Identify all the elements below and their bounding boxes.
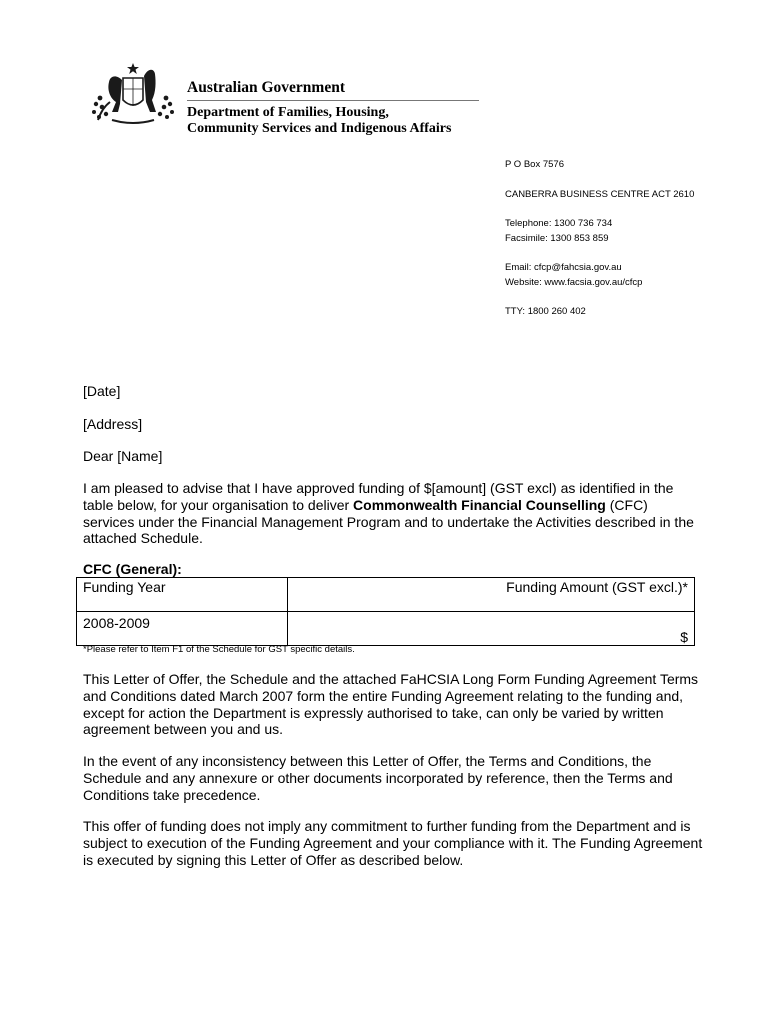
- para-1-text: This Letter of Offer, the Schedule and the attached FaHCSIA Long Form Funding Agreement Terms and Conditions dated March 2007 form the entire Funding Agreement relating to the funding and, except for action the Department is expressly authorised to take, can only be varied by written agreement between you and us.: [83, 671, 699, 738]
- department-name: [187, 105, 451, 137]
- paragraph-entire-agreement: [83, 671, 703, 738]
- city-address: CANBERRA BUSINESS CENTRE ACT 2610: [505, 188, 695, 200]
- contact-block: [505, 158, 694, 320]
- address-placeholder: [Address]: [83, 416, 143, 432]
- intro-paragraph: [83, 480, 703, 547]
- department-line-2: Community Services and Indigenous Affairs: [187, 121, 452, 136]
- salutation: Dear [Name]: [83, 448, 163, 464]
- header-funding-amount: Funding Amount (GST excl.)*: [288, 578, 695, 612]
- facsimile: Facsimile: 1300 853 859: [505, 232, 609, 244]
- date-placeholder: [Date]: [83, 383, 121, 399]
- para-2-text: In the event of any inconsistency between this Letter of Offer, the Terms and Conditions, the Schedule and any annexure or other documents incorporated by reference, then the Terms and Conditions take precedence.: [83, 753, 673, 803]
- cell-year: 2008-2009: [77, 612, 288, 646]
- gst-footnote: *Please refer to Item F1 of the Schedule for GST specific details.: [83, 644, 355, 655]
- paragraph-inconsistency: [83, 753, 703, 803]
- header-funding-year: Funding Year: [77, 578, 288, 612]
- table-row: [77, 612, 695, 646]
- department-line-1: Department of Families, Housing,: [187, 105, 389, 120]
- intro-text-b: (CFC) services under the Financial Management Program and to undertake the Activities described in the attached Schedule.: [83, 496, 694, 547]
- program-name: Commonwealth Financial Counselling: [353, 496, 606, 513]
- table-header-row: [77, 578, 695, 612]
- po-box: P O Box 7576: [505, 159, 564, 170]
- cell-amount: $: [288, 612, 695, 646]
- intro-text-a: I am pleased to advise that I have approved funding of $[amount] (GST excl) as identified in the table below, for your organisation to deliver: [83, 480, 674, 513]
- paragraph-no-commitment: [83, 818, 703, 868]
- website: Website: www.facsia.gov.au/cfcp: [505, 276, 643, 288]
- government-title: Australian Government: [187, 79, 346, 96]
- telephone: Telephone: 1300 736 734: [505, 218, 613, 229]
- cfc-heading: CFC (General):: [83, 561, 182, 577]
- coat-of-arms-logo: [90, 62, 176, 128]
- para-3-text: This offer of funding does not imply any commitment to further funding from the Department and is subject to execution of the Funding Agreement and your compliance with it. The Funding Agreement is executed by signing this Letter of Offer as described below.: [83, 818, 703, 868]
- letterhead-divider: [187, 100, 479, 101]
- funding-table: [76, 577, 695, 646]
- email: Email: cfcp@fahcsia.gov.au: [505, 262, 622, 273]
- tty: TTY: 1800 260 402: [505, 306, 586, 317]
